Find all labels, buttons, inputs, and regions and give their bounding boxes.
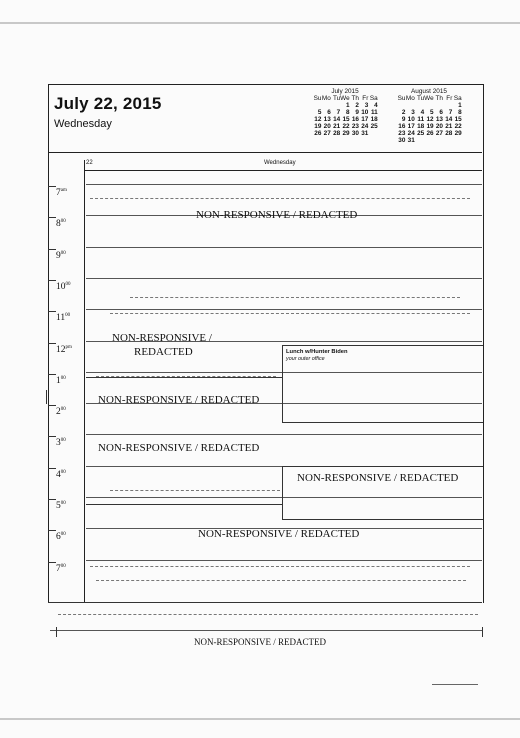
hour-tick	[48, 530, 56, 531]
mini-calendar-day[interactable]: 26	[426, 130, 434, 137]
mini-calendar-day[interactable]: 15	[342, 116, 350, 123]
mini-calendar-day[interactable]: 13	[323, 116, 331, 123]
mini-calendar-day	[452, 137, 461, 144]
mini-calendar-day[interactable]: 20	[323, 123, 331, 130]
time-column-divider	[84, 160, 85, 602]
mini-calendar-day	[368, 130, 377, 137]
hour-tick	[48, 343, 56, 344]
mini-calendar-day[interactable]: 28	[445, 130, 453, 137]
mini-calendar-day[interactable]: 3	[364, 102, 369, 109]
hour-tick	[48, 468, 56, 469]
hour-suffix: 00	[60, 375, 66, 381]
mini-calendar-weekday: Th	[435, 95, 443, 102]
mini-calendar-day[interactable]: 12	[426, 116, 434, 123]
hour-gridline	[86, 184, 482, 185]
mini-calendar-august	[396, 88, 462, 144]
mini-calendar-day[interactable]: 18	[370, 116, 378, 123]
mini-calendar-weekday: We	[424, 95, 434, 102]
mini-calendar-day[interactable]: 19	[314, 123, 322, 130]
mini-calendar-day[interactable]: 15	[454, 116, 462, 123]
mini-calendar-day	[443, 102, 452, 109]
hour-suffix: 00	[60, 532, 66, 538]
mini-calendar-day[interactable]: 10	[407, 116, 415, 123]
mini-calendar-day	[405, 102, 414, 109]
hour-number: 2	[56, 407, 61, 418]
faint-line	[90, 566, 470, 568]
mini-calendar-day[interactable]: 25	[417, 130, 425, 137]
mini-calendar-day[interactable]: 8	[458, 109, 462, 116]
mini-calendar-weekday-header	[312, 95, 378, 102]
mini-calendar-days	[396, 102, 462, 144]
mini-calendar-weekday: Su	[313, 95, 322, 102]
scan-edge-bottom	[0, 718, 520, 720]
hour-label	[56, 282, 71, 292]
mini-calendar-day	[434, 102, 443, 109]
page-bottom-rule	[48, 602, 482, 603]
mini-calendar-day[interactable]: 25	[370, 123, 378, 130]
mini-calendar-day	[434, 137, 443, 144]
hour-label	[56, 407, 66, 417]
mini-calendar-day[interactable]: 2	[355, 102, 359, 109]
mini-calendar-day	[424, 137, 433, 144]
hour-tick	[48, 249, 56, 250]
appointment-location: your outer office	[286, 356, 325, 362]
hour-suffix: 00	[60, 219, 66, 225]
mini-calendar-weekday-header	[396, 95, 462, 102]
hour-label	[56, 376, 66, 386]
redaction-stamp: NON-RESPONSIVE / REDACTED	[194, 637, 327, 647]
mini-calendar-day[interactable]: 3	[411, 109, 415, 116]
faint-line	[96, 580, 466, 582]
mini-calendar-july	[312, 88, 378, 137]
cut-mark	[482, 627, 483, 637]
faint-line	[110, 313, 470, 315]
mini-calendar-day[interactable]: 31	[407, 137, 415, 144]
mini-calendar-day[interactable]: 14	[333, 116, 341, 123]
hour-gridline	[86, 560, 482, 561]
mini-calendar-weekday: Fr	[446, 95, 453, 102]
mini-calendar-day	[415, 102, 424, 109]
hour-number: 7	[56, 188, 61, 199]
hour-tick	[48, 217, 56, 218]
mini-calendar-day[interactable]: 6	[327, 109, 331, 116]
hour-number: 9	[56, 250, 61, 261]
mini-calendar-weekday: Fr	[362, 95, 369, 102]
hour-tick	[48, 405, 56, 406]
appointment-title: Lunch w/Hunter Biden	[286, 349, 348, 355]
redaction-stamp: NON-RESPONSIVE /	[112, 332, 212, 344]
hour-tick	[48, 311, 56, 312]
hour-label	[56, 313, 70, 323]
faint-line	[90, 198, 470, 200]
mini-calendar-weekday: Tu	[332, 95, 341, 102]
mini-calendar-day[interactable]: 22	[454, 123, 462, 130]
mini-calendar-day[interactable]: 5	[317, 109, 322, 116]
mini-calendar-day[interactable]: 24	[407, 130, 415, 137]
mini-calendar-day[interactable]: 6	[439, 109, 443, 116]
mini-calendar-weekday: Sa	[453, 95, 462, 102]
mini-calendar-title: July 2015	[331, 88, 359, 95]
mini-calendar-day[interactable]: 26	[314, 130, 322, 137]
hour-tick	[48, 374, 56, 375]
mini-calendar-day[interactable]: 13	[435, 116, 443, 123]
hour-label	[56, 251, 66, 261]
faint-line	[110, 490, 280, 492]
hour-gridline	[86, 278, 482, 279]
hour-number: 4	[56, 469, 61, 480]
mini-calendar-day	[312, 102, 321, 109]
mini-calendar-day[interactable]: 17	[407, 123, 415, 130]
hour-number: 6	[56, 532, 61, 543]
mini-calendar-day	[443, 137, 452, 144]
hour-suffix: 00	[60, 250, 66, 256]
mini-calendar-day[interactable]: 20	[435, 123, 443, 130]
hour-number: 8	[56, 219, 61, 230]
hour-number: 3	[56, 438, 61, 449]
redaction-stamp: NON-RESPONSIVE / REDACTED	[198, 528, 360, 540]
mini-calendar-day[interactable]: 4	[420, 109, 425, 116]
hour-label	[56, 438, 66, 448]
mini-calendar-weekday: Mo	[405, 95, 415, 102]
redaction-stamp: NON-RESPONSIVE / REDACTED	[196, 209, 358, 221]
hour-number: 7	[56, 563, 61, 574]
mini-calendar-day[interactable]: 1	[346, 102, 350, 109]
mini-calendar-day[interactable]: 7	[336, 109, 341, 116]
hour-tick	[48, 280, 56, 281]
mini-calendar-day[interactable]: 14	[445, 116, 453, 123]
hour-suffix: 00	[60, 469, 66, 475]
appointment-lunch[interactable]	[282, 345, 483, 423]
hour-label	[56, 564, 66, 574]
hour-suffix: 00	[60, 501, 66, 506]
page-weekday: Wednesday	[54, 118, 112, 130]
hour-gridline	[86, 247, 482, 248]
appointment-divider	[86, 504, 282, 505]
mini-calendar-day[interactable]: 5	[430, 109, 434, 116]
hour-tick	[48, 436, 56, 437]
hour-label	[56, 470, 66, 480]
mini-calendar-day[interactable]: 19	[426, 123, 434, 130]
hour-suffix: 00	[65, 313, 71, 319]
mini-calendar-day[interactable]: 4	[374, 102, 378, 109]
mini-calendar-day[interactable]: 2	[401, 109, 406, 116]
hour-gridline	[86, 434, 482, 435]
mini-calendar-day	[331, 102, 340, 109]
faint-line	[58, 614, 478, 616]
redaction-stamp: REDACTED	[134, 346, 193, 358]
mini-calendar-day[interactable]: 11	[417, 116, 425, 123]
hour-number: 11	[56, 313, 66, 324]
redaction-stamp: NON-RESPONSIVE / REDACTED	[98, 394, 260, 406]
mini-calendar-day[interactable]: 31	[361, 130, 369, 137]
mini-calendar-day	[415, 137, 424, 144]
hour-label	[56, 188, 67, 198]
hour-label	[56, 345, 72, 355]
mini-calendar-day[interactable]: 16	[398, 123, 406, 130]
mini-calendar-day[interactable]: 18	[417, 123, 425, 130]
hour-number: 5	[56, 501, 61, 512]
mini-calendar-day	[424, 102, 433, 109]
hour-number: 1	[56, 375, 61, 386]
mini-calendar-day[interactable]: 29	[454, 130, 462, 137]
mini-calendar-day[interactable]: 23	[398, 130, 406, 137]
mini-calendar-weekday: Su	[397, 95, 406, 102]
margin-mark	[46, 390, 47, 404]
mini-calendar-day	[396, 102, 405, 109]
mini-calendar-day[interactable]: 28	[333, 130, 341, 137]
redaction-stamp: NON-RESPONSIVE / REDACTED	[98, 442, 260, 454]
hour-number: 10	[56, 282, 66, 293]
mini-calendar-day[interactable]: 8	[346, 109, 350, 116]
mini-calendar-day[interactable]: 16	[351, 116, 359, 123]
hour-label	[56, 219, 66, 229]
mini-calendar-day[interactable]: 21	[445, 123, 453, 130]
mini-calendar-day[interactable]: 7	[448, 109, 453, 116]
redaction-stamp: NON-RESPONSIVE / REDACTED	[297, 472, 459, 484]
mini-calendar-day[interactable]: 23	[351, 123, 359, 130]
mini-calendar-weekday: Mo	[321, 95, 331, 102]
hour-suffix: 00	[60, 407, 66, 413]
mini-calendar-day[interactable]: 9	[401, 116, 406, 123]
mini-calendar-day[interactable]: 30	[398, 137, 406, 144]
hour-tick	[48, 186, 56, 187]
hour-suffix: 00	[60, 563, 66, 569]
hour-suffix: am	[60, 188, 67, 193]
scan-edge-top	[0, 22, 520, 24]
hour-label	[56, 532, 66, 542]
mini-calendar-day[interactable]: 9	[355, 109, 359, 116]
hour-label	[56, 501, 66, 511]
mini-calendar-day[interactable]: 30	[351, 130, 359, 137]
hour-number: 12	[56, 344, 66, 355]
mini-calendar-day[interactable]: 12	[314, 116, 322, 123]
hour-suffix: 00	[65, 281, 71, 287]
day-name-label: Wednesday	[264, 160, 296, 166]
header-divider	[48, 152, 482, 153]
hour-tick	[48, 562, 56, 563]
mini-calendar-day	[321, 102, 330, 109]
appointment-divider	[86, 377, 282, 378]
mini-calendar-day[interactable]: 27	[435, 130, 443, 137]
mini-calendar-day[interactable]: 29	[342, 130, 350, 137]
mini-calendar-day[interactable]: 21	[333, 123, 341, 130]
cut-line	[50, 630, 482, 631]
cut-mark	[56, 627, 57, 637]
mini-calendar-day[interactable]: 10	[361, 109, 369, 116]
mini-calendar-day[interactable]: 27	[323, 130, 331, 137]
mini-calendar-weekday: Th	[351, 95, 359, 102]
faint-line	[130, 297, 460, 299]
mini-calendar-day[interactable]: 1	[458, 102, 462, 109]
mini-calendar-weekday: Sa	[369, 95, 378, 102]
page-date-title: July 22, 2015	[54, 94, 162, 113]
day-header-divider	[84, 170, 482, 171]
mini-calendar-day[interactable]: 17	[361, 116, 369, 123]
mini-calendar-day[interactable]: 24	[361, 123, 369, 130]
hour-tick	[48, 499, 56, 500]
mini-calendar-title: August 2015	[411, 88, 447, 95]
mini-calendar-weekday: We	[340, 95, 350, 102]
mini-calendar-day[interactable]: 22	[342, 123, 350, 130]
mini-calendar-day[interactable]: 11	[370, 109, 378, 116]
mini-calendar-days	[312, 102, 378, 137]
hour-suffix: 00	[60, 438, 66, 444]
mini-calendar-weekday: Tu	[416, 95, 425, 102]
hour-suffix: pm	[65, 344, 72, 350]
scan-mark	[432, 684, 478, 685]
day-number-label: 22	[86, 160, 93, 166]
hour-gridline	[86, 309, 482, 310]
